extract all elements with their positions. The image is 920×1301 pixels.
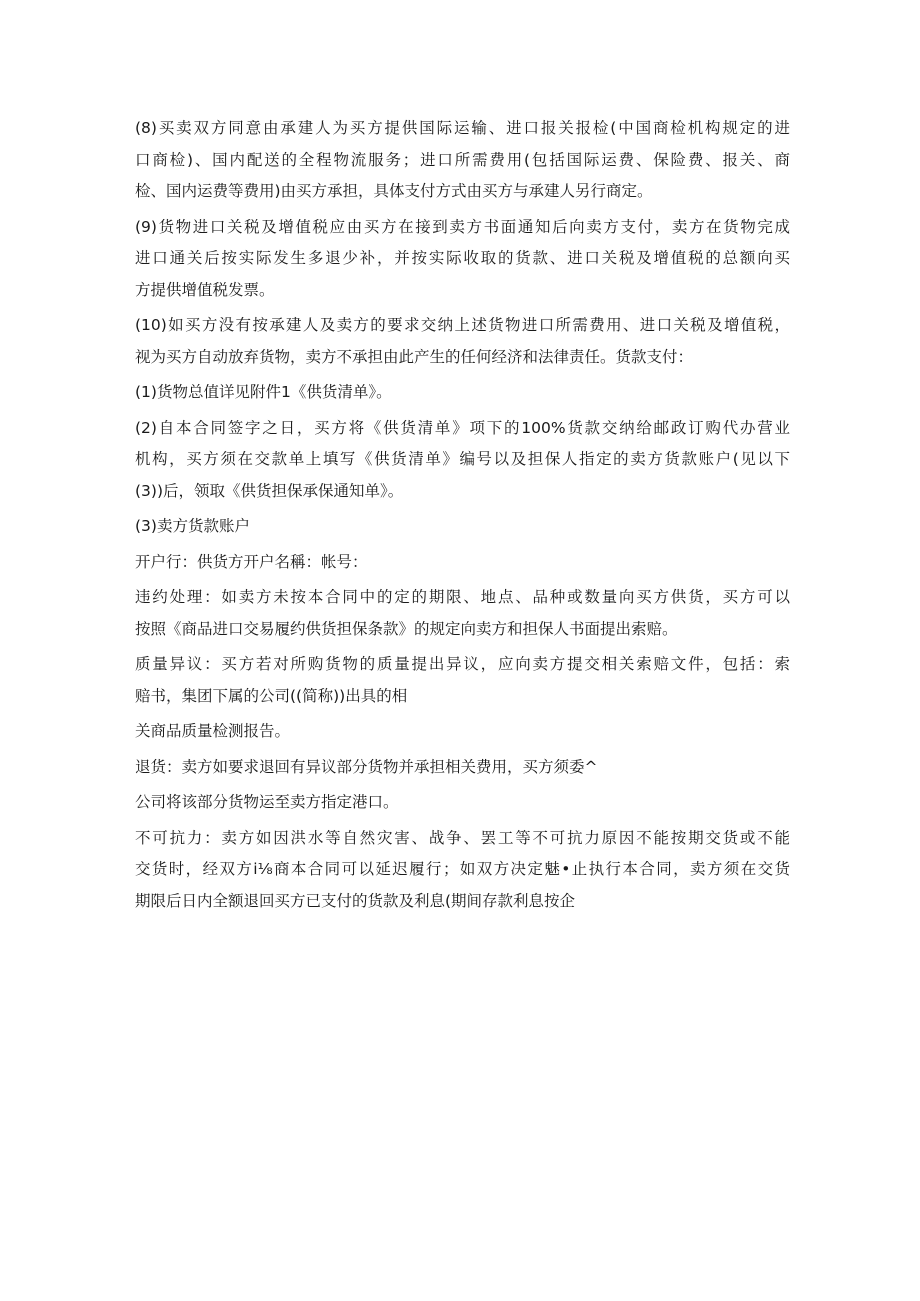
paragraph-9-line-2: 进口通关后按实际发生多退少补，并按实际收取的货款、进口关税及增值税的总额向买 — [135, 249, 790, 267]
paragraph-9-line-3: 方提供增值税发票。 — [135, 280, 275, 299]
payment-item-1: (1)货物总值详见附件1《供货清单》。 — [135, 383, 392, 401]
force-majeure-line-2: 交货时，经双方i⅛商本合同可以延迟履行；如双方决定魅•止执行本合同，卖方须在交货 — [135, 860, 790, 878]
paragraph-10-line-1: (10)如买方没有按承建人及卖方的要求交纳上述货物进口所需费用、进口关税及增值税， — [135, 316, 790, 334]
bank-account-line: 开户行：供货方开户名稱：帐号： — [135, 552, 368, 571]
payment-item-3: (3)卖方货款账户 — [135, 517, 250, 535]
breach-line-2: 按照《商品进口交易履约供货担保条款》的规定向卖方和担保人书面提出索赔。 — [135, 619, 678, 638]
return-goods-line-1: 退货：卖方如要求退回有异议部分货物并承担相关费用，买方须委^ — [135, 757, 598, 776]
document-body — [135, 113, 790, 917]
quality-objection-line-2: 赔书，集团下属的公司((简称))出具的相 — [135, 686, 408, 705]
quality-objection-line-1: 质量异议：买方若对所购货物的质量提出异议，应向卖方提交相关索赔文件，包括：索 — [135, 655, 790, 673]
quality-objection-line-3: 关商品质量检测报告。 — [135, 722, 291, 740]
return-goods-line-2: 公司将该部分货物运至卖方指定港口。 — [135, 793, 399, 811]
paragraph-9-line-1: (9)货物进口关税及增值税应由买方在接到卖方书面通知后向卖方支付，卖方在货物完成 — [135, 217, 790, 236]
paragraph-8-line-3: 检、国内运费等费用)由买方承担，具体支付方式由买方与承建人另行商定。 — [135, 182, 653, 200]
payment-item-2-line-1: (2)自本合同签字之日，买方将《供货清单》项下的100%货款交纳给邮政订购代办营业 — [135, 418, 790, 437]
payment-item-2-line-2: 机构，买方须在交款单上填写《供货清单》编号以及担保人指定的卖方货款账户(见以下 — [135, 450, 790, 468]
payment-item-2-line-3: (3))后，领取《供货担保承保通知单》。 — [135, 481, 404, 500]
force-majeure-line-3: 期限后日内全额退回买方已支付的货款及利息(期间存款利息按企 — [135, 891, 576, 910]
paragraph-10-line-2: 视为买方自动放弃货物，卖方不承担由此产生的任何经济和法律责任。货款支付： — [135, 347, 694, 366]
breach-line-1: 违约处理：如卖方未按本合同中的定的期限、地点、品种或数量向买方供货，买方可以 — [135, 588, 790, 606]
paragraph-8-line-1: (8)买卖双方同意由承建人为买方提供国际运输、进口报关报检(中国商检机构规定的进 — [135, 119, 790, 137]
force-majeure-line-1: 不可抗力：卖方如因洪水等自然灾害、战争、罢工等不可抗力原因不能按期交货或不能 — [135, 828, 790, 847]
paragraph-8-line-2: 口商检)、国内配送的全程物流服务；进口所需费用(包括国际运费、保险费、报关、商 — [135, 150, 790, 169]
